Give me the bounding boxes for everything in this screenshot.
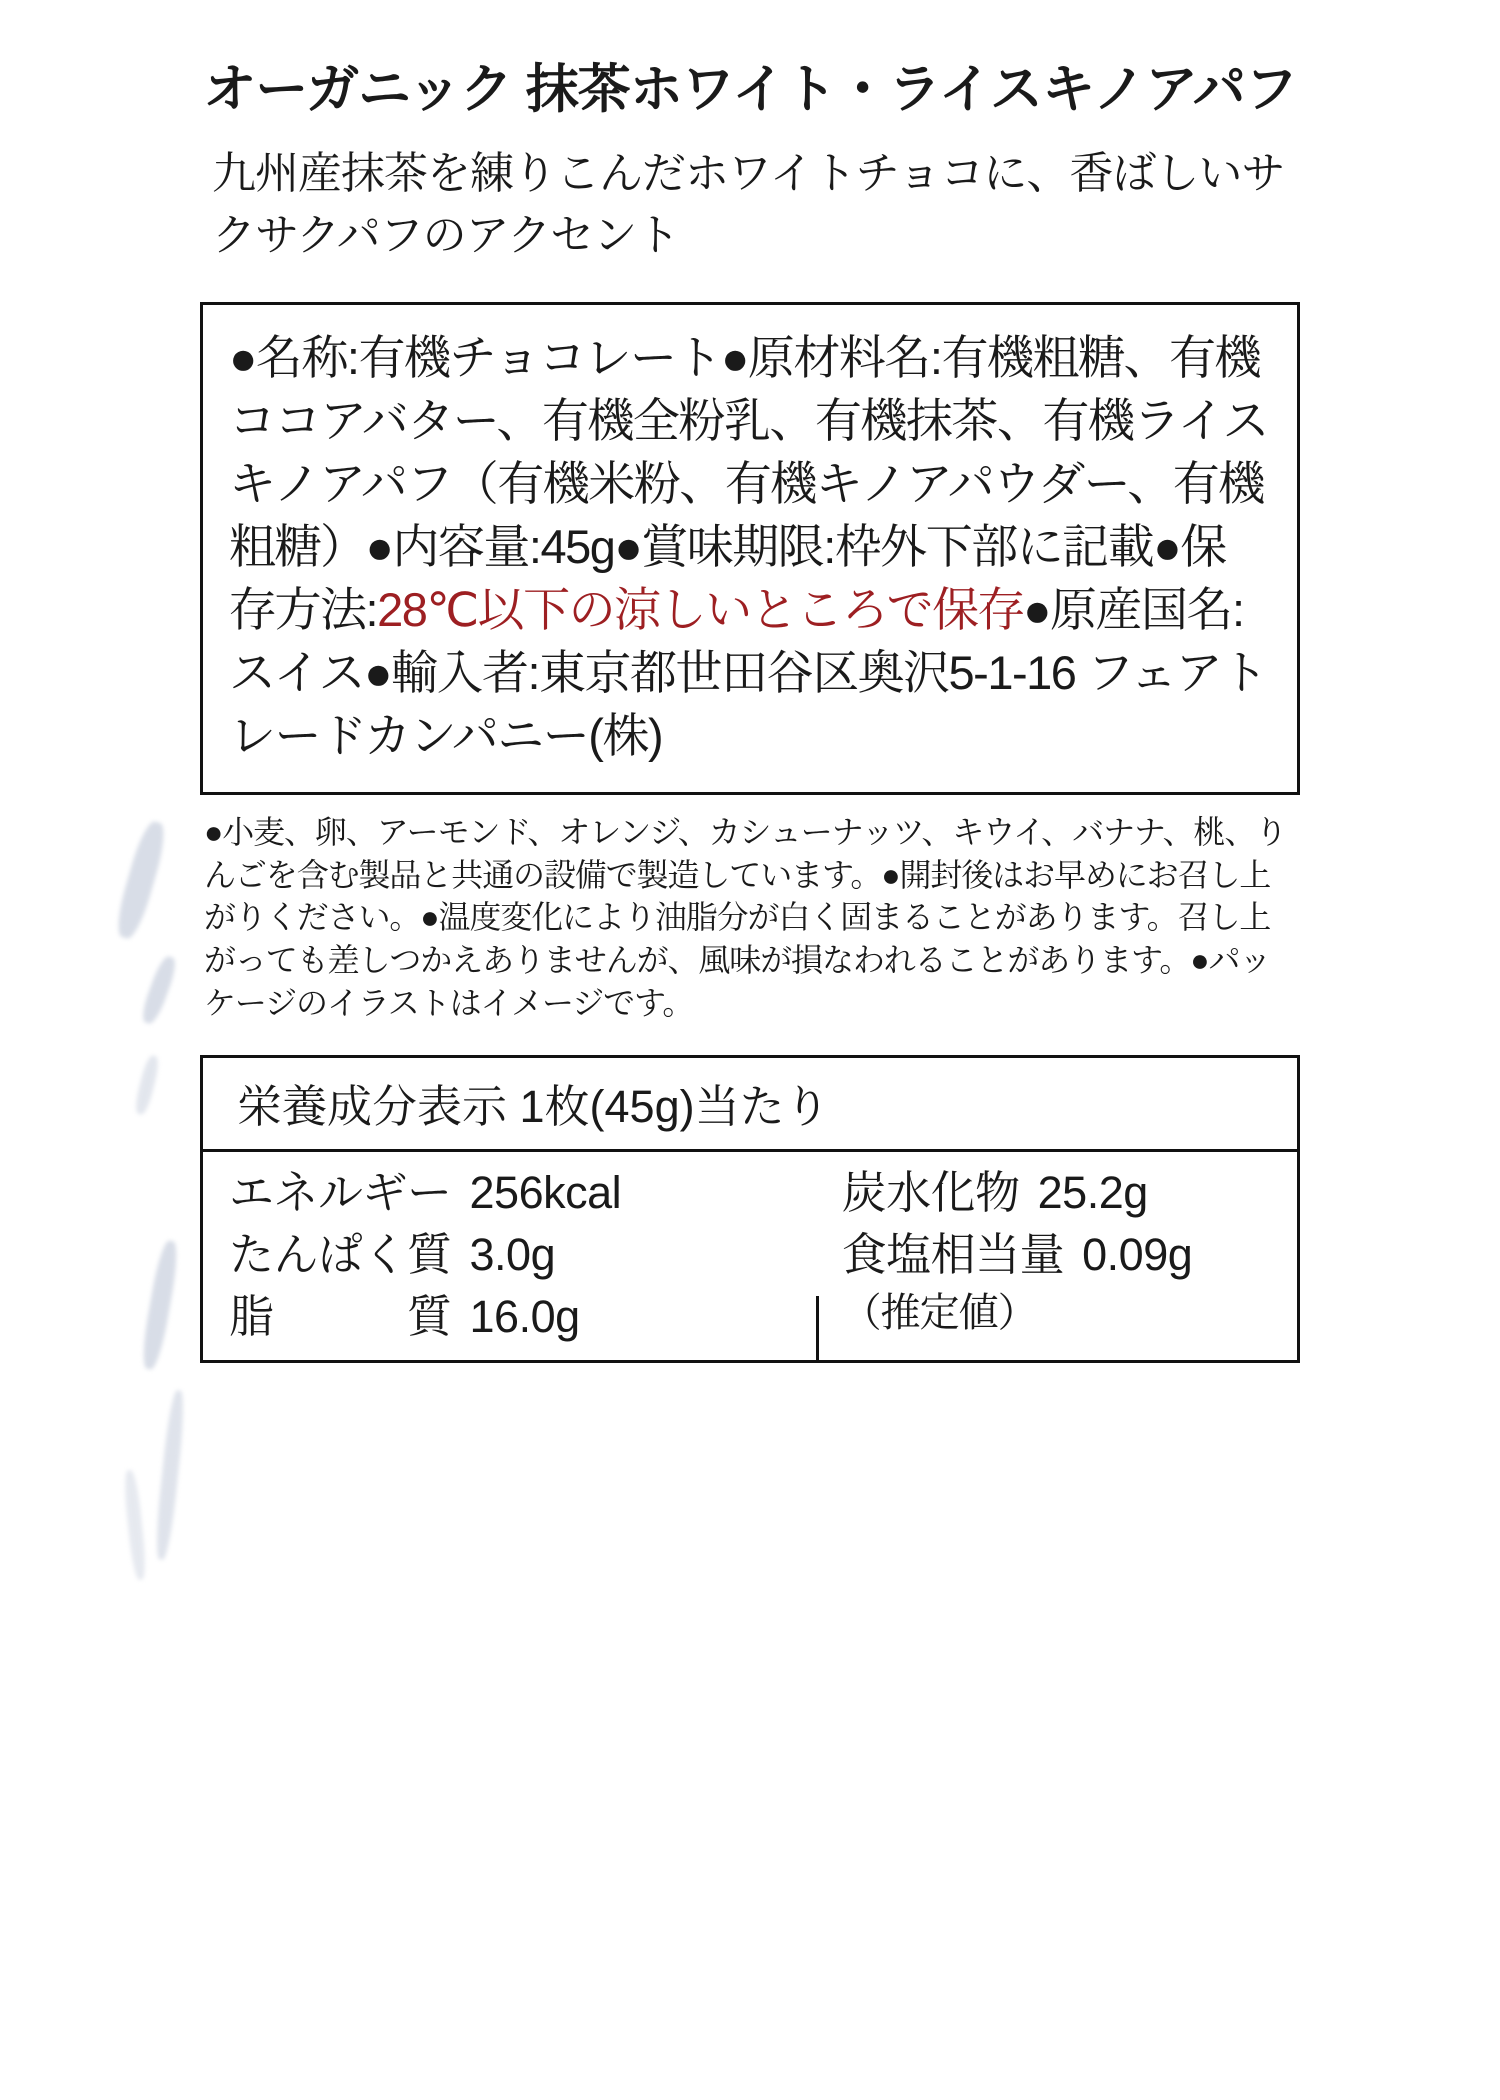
nutrition-label: 脂 質 [229,1291,452,1343]
label-content [200,60,1300,1363]
nutrition-value: 0.09g [1082,1229,1193,1281]
scan-artifact [139,954,180,1026]
scan-artifact [133,1054,161,1116]
nutrition-row [229,1162,816,1224]
nutrition-label: エネルギー [229,1167,452,1219]
nutrition-row [229,1224,816,1286]
product-description: 九州産抹茶を練りこんだホワイトチョコに、香ばしいサクサクパフのアクセント [212,148,1285,261]
nutrition-header: 栄養成分表示 1枚(45g)当たり [203,1058,1297,1152]
nutrition-row [229,1286,816,1348]
product-title: オーガニック 抹茶ホワイト・ライスキノアパフ [203,60,1297,119]
specification-text [229,327,1271,768]
nutrition-row [842,1224,1297,1286]
specification-segment-2: ●原産国名:スイス●輸入者:東京都世田谷区奥沢5-1-16 フェアトレードカンパニー(株) [229,582,1267,762]
nutrition-facts-table [200,1055,1300,1363]
nutrition-estimate-note-row [842,1286,1297,1341]
allergen-and-handling-notice: ●小麦、卵、アーモンド、オレンジ、カシューナッツ、キウイ、バナナ、桃、りんごを含む製品と共通の設備で製造しています。●開封後はお早めにお召し上がりください。●温度変化により油脂分が白く固まることがあります。召し上がっても差しつかえありませんが、風味が損なわれることがあります。●パッケージのイラストはイメージです。 [204,813,1287,1022]
nutrition-value: 256kcal [469,1167,622,1219]
nutrition-label: 炭水化物 [841,1167,1020,1219]
nutrition-left-column [203,1152,816,1360]
specification-box [200,302,1300,795]
nutrition-body [203,1152,1297,1360]
nutrition-estimate-note: （推定値） [841,1291,1037,1336]
nutrition-value: 25.2g [1037,1167,1148,1219]
scan-artifact [112,819,170,942]
specification-highlight-text: 28℃以下の涼しいところで保存 [377,582,1024,636]
nutrition-label: たんぱく質 [229,1229,452,1281]
nutrition-label: 食塩相当量 [841,1229,1065,1281]
specification-segment-0: ●名称:有機チョコレート●原材料名:有機粗糖、有機ココアバター、有機全粉乳、有機抹茶、有機ライスキノアパフ（有機米粉、有機キノアパウダー、有機粗糖）●内容量:45g●賞味期限:枠外下部に記載●保存方法: [229,330,1268,636]
scan-artifact [153,1390,187,1561]
nutrition-right-column [816,1152,1297,1360]
nutrition-row [842,1162,1297,1224]
nutrition-value: 16.0g [469,1291,580,1343]
nutrition-value: 3.0g [469,1229,556,1281]
scan-artifact [122,1470,147,1581]
scan-artifact [139,1239,181,1370]
